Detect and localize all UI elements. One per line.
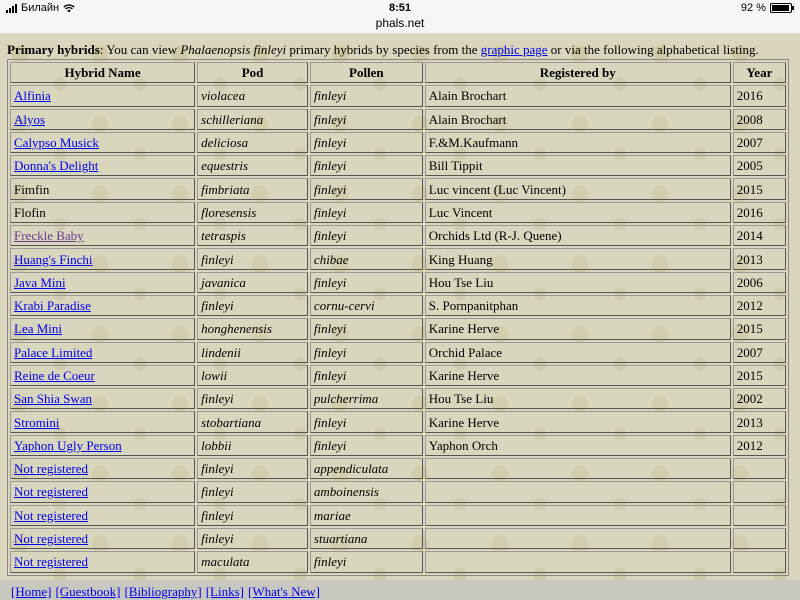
table-header-row (10, 62, 786, 83)
hybrid-link[interactable]: Not registered (14, 461, 89, 477)
pod-cell: finleyi (197, 458, 308, 479)
table-row (10, 342, 786, 363)
registered-by-cell: Hou Tse Liu (425, 388, 731, 409)
hybrid-name-cell (10, 225, 195, 246)
registered-by-cell: Bill Tippit (425, 155, 731, 176)
pollen-cell: amboinensis (310, 481, 423, 502)
pod-cell: javanica (197, 272, 308, 293)
year-cell: 2015 (733, 318, 786, 339)
hybrid-link[interactable]: Yaphon Ugly Person (14, 437, 122, 453)
pollen-cell: cornu-cervi (310, 295, 423, 316)
hybrid-name-cell (10, 155, 195, 176)
hybrid-link[interactable]: Lea Mini (14, 321, 63, 337)
table-row (10, 528, 786, 549)
battery-icon (770, 3, 792, 13)
footer-links (11, 584, 324, 600)
table-row (10, 435, 786, 456)
pollen-cell: finleyi (310, 411, 423, 432)
hybrid-name-cell (10, 481, 195, 502)
species-name: Phalaenopsis finleyi (180, 42, 287, 57)
registered-by-cell: Orchid Palace (425, 342, 731, 363)
pollen-cell: appendiculata (310, 458, 423, 479)
hybrid-name-cell: Flofin (10, 202, 195, 223)
year-cell (733, 481, 786, 502)
hybrid-name-cell (10, 528, 195, 549)
hybrid-name-cell (10, 132, 195, 153)
year-cell: 2007 (733, 132, 786, 153)
pollen-cell: finleyi (310, 272, 423, 293)
hybrid-name-cell (10, 388, 195, 409)
status-bar (0, 0, 800, 34)
registered-by-cell: S. Pornpanitphan (425, 295, 731, 316)
table-row (10, 132, 786, 153)
table-row (10, 318, 786, 339)
hybrids-table (7, 59, 789, 576)
year-cell: 2012 (733, 435, 786, 456)
year-cell (733, 551, 786, 572)
year-cell: 2006 (733, 272, 786, 293)
year-cell: 2005 (733, 155, 786, 176)
registered-by-cell: Orchids Ltd (R-J. Quene) (425, 225, 731, 246)
pollen-cell: finleyi (310, 155, 423, 176)
table-row (10, 411, 786, 432)
table-row (10, 505, 786, 526)
carrier-name: Билайн (21, 2, 60, 14)
year-cell: 2012 (733, 295, 786, 316)
registered-by-cell (425, 458, 731, 479)
hybrid-link[interactable]: Not registered (14, 484, 89, 500)
hybrid-link[interactable]: Palace Limited (14, 344, 93, 360)
year-cell: 2002 (733, 388, 786, 409)
pollen-cell: finleyi (310, 342, 423, 363)
pod-cell: lowii (197, 365, 308, 386)
pollen-cell: finleyi (310, 132, 423, 153)
table-row (10, 85, 786, 106)
footer-link[interactable]: [What's New] (247, 584, 320, 599)
footer-nav (0, 580, 800, 600)
hybrid-name-cell (10, 318, 195, 339)
table-row (10, 551, 786, 572)
hybrid-link[interactable]: Alfinia (14, 88, 51, 104)
pod-cell: honghenensis (197, 318, 308, 339)
registered-by-cell (425, 528, 731, 549)
hybrid-name-cell (10, 85, 195, 106)
table-row (10, 272, 786, 293)
year-cell: 2014 (733, 225, 786, 246)
hybrid-name-cell (10, 295, 195, 316)
hybrid-link[interactable]: Java Mini (14, 274, 66, 290)
table-row (10, 388, 786, 409)
registered-by-cell: Luc vincent (Luc Vincent) (425, 178, 731, 199)
intro-paragraph: Primary hybrids: You can view Phalaenopsis finleyi primary hybrids by species from the graphic page or via the following alphabetical listing. (7, 42, 759, 57)
registered-by-cell: Yaphon Orch (425, 435, 731, 456)
pollen-cell: chibae (310, 248, 423, 269)
page-content (0, 34, 800, 600)
year-cell: 2013 (733, 411, 786, 432)
pollen-cell: pulcherrima (310, 388, 423, 409)
pod-cell: schilleriana (197, 109, 308, 130)
pod-cell: deliciosa (197, 132, 308, 153)
table-row (10, 109, 786, 130)
hybrid-link[interactable]: Alyos (14, 111, 46, 127)
pod-cell: maculata (197, 551, 308, 572)
registered-by-cell (425, 481, 731, 502)
registered-by-cell: Karine Herve (425, 411, 731, 432)
url-bar[interactable]: phals.net (375, 16, 425, 30)
hybrid-name-cell (10, 505, 195, 526)
pod-cell: lindenii (197, 342, 308, 363)
hybrid-name-cell: Fimfin (10, 178, 195, 199)
registered-by-cell: Alain Brochart (425, 109, 731, 130)
hybrid-name-cell (10, 458, 195, 479)
registered-by-cell: Karine Herve (425, 365, 731, 386)
pod-cell: fimbriata (197, 178, 308, 199)
pod-cell: finleyi (197, 248, 308, 269)
pod-cell: finleyi (197, 295, 308, 316)
year-cell: 2007 (733, 342, 786, 363)
hybrid-name-cell (10, 435, 195, 456)
year-cell: 2015 (733, 365, 786, 386)
table-row (10, 458, 786, 479)
hybrid-name-cell (10, 272, 195, 293)
clock: 8:51 (388, 2, 412, 14)
hybrid-link[interactable]: Not registered (14, 554, 89, 570)
pollen-cell: finleyi (310, 435, 423, 456)
table-row (10, 481, 786, 502)
pollen-cell: finleyi (310, 85, 423, 106)
header-year: Year (733, 62, 786, 83)
table-row (10, 155, 786, 176)
header-pod: Pod (197, 62, 308, 83)
pollen-cell: finleyi (310, 318, 423, 339)
hybrid-name-cell (10, 411, 195, 432)
hybrid-name-cell (10, 551, 195, 572)
pod-cell: stobartiana (197, 411, 308, 432)
hybrid-link[interactable]: Not registered (14, 531, 89, 547)
hybrid-link[interactable]: Freckle Baby (14, 228, 84, 244)
hybrid-link[interactable]: Stromini (14, 414, 60, 430)
footer-link[interactable]: [Bibliography] (124, 584, 202, 599)
registered-by-cell: Karine Herve (425, 318, 731, 339)
table-row (10, 295, 786, 316)
year-cell: 2016 (733, 202, 786, 223)
table-row (10, 202, 786, 223)
footer-link[interactable]: [Home] (11, 584, 52, 599)
pollen-cell: stuartiana (310, 528, 423, 549)
pod-cell: equestris (197, 155, 308, 176)
table-row (10, 365, 786, 386)
battery-info (741, 2, 792, 14)
hybrid-name-cell (10, 365, 195, 386)
registered-by-cell (425, 505, 731, 526)
pollen-cell: finleyi (310, 202, 423, 223)
year-cell: 2015 (733, 178, 786, 199)
pod-cell: tetraspis (197, 225, 308, 246)
table-row (10, 248, 786, 269)
year-cell: 2016 (733, 85, 786, 106)
hybrid-link[interactable]: Krabi Paradise (14, 298, 91, 314)
footer-link[interactable]: [Guestbook] (55, 584, 121, 599)
pod-cell: finleyi (197, 528, 308, 549)
pollen-cell: finleyi (310, 109, 423, 130)
pod-cell: finleyi (197, 481, 308, 502)
pod-cell: violacea (197, 85, 308, 106)
hybrid-link[interactable]: Reine de Coeur (14, 368, 95, 383)
pod-cell: finleyi (197, 388, 308, 409)
hybrid-link[interactable]: San Shia Swan (14, 391, 92, 407)
graphic-page-link[interactable]: graphic page (480, 42, 548, 57)
hybrid-name-cell (10, 109, 195, 130)
registered-by-cell: Luc Vincent (425, 202, 731, 223)
pod-cell: floresensis (197, 202, 308, 223)
header-registered-by: Registered by (425, 62, 731, 83)
table-row (10, 225, 786, 246)
year-cell (733, 528, 786, 549)
hybrid-link[interactable]: Huang's Finchi (14, 251, 93, 267)
registered-by-cell: Alain Brochart (425, 85, 731, 106)
pollen-cell: mariae (310, 505, 423, 526)
pollen-cell: finleyi (310, 551, 423, 572)
header-pollen: Pollen (310, 62, 423, 83)
pollen-cell: finleyi (310, 365, 423, 386)
year-cell: 2008 (733, 109, 786, 130)
footer-link[interactable]: [Links] (205, 584, 244, 599)
pod-cell: finleyi (197, 505, 308, 526)
registered-by-cell: Hou Tse Liu (425, 272, 731, 293)
year-cell (733, 458, 786, 479)
battery-percent: 92 % (740, 2, 766, 14)
hybrid-link[interactable]: Not registered (14, 507, 89, 523)
registered-by-cell: F.&M.Kaufmann (425, 132, 731, 153)
hybrid-link[interactable]: Donna's Delight (14, 158, 99, 174)
registered-by-cell: King Huang (425, 248, 731, 269)
table-row (10, 178, 786, 199)
hybrid-name-cell (10, 248, 195, 269)
year-cell (733, 505, 786, 526)
pollen-cell: finleyi (310, 225, 423, 246)
hybrid-link[interactable]: Calypso Musick (14, 135, 99, 151)
hybrid-name-cell (10, 342, 195, 363)
pollen-cell: finleyi (310, 178, 423, 199)
header-hybrid-name: Hybrid Name (10, 62, 195, 83)
pod-cell: lobbii (197, 435, 308, 456)
registered-by-cell (425, 551, 731, 572)
year-cell: 2013 (733, 248, 786, 269)
intro-heading: Primary hybrids (7, 42, 100, 57)
